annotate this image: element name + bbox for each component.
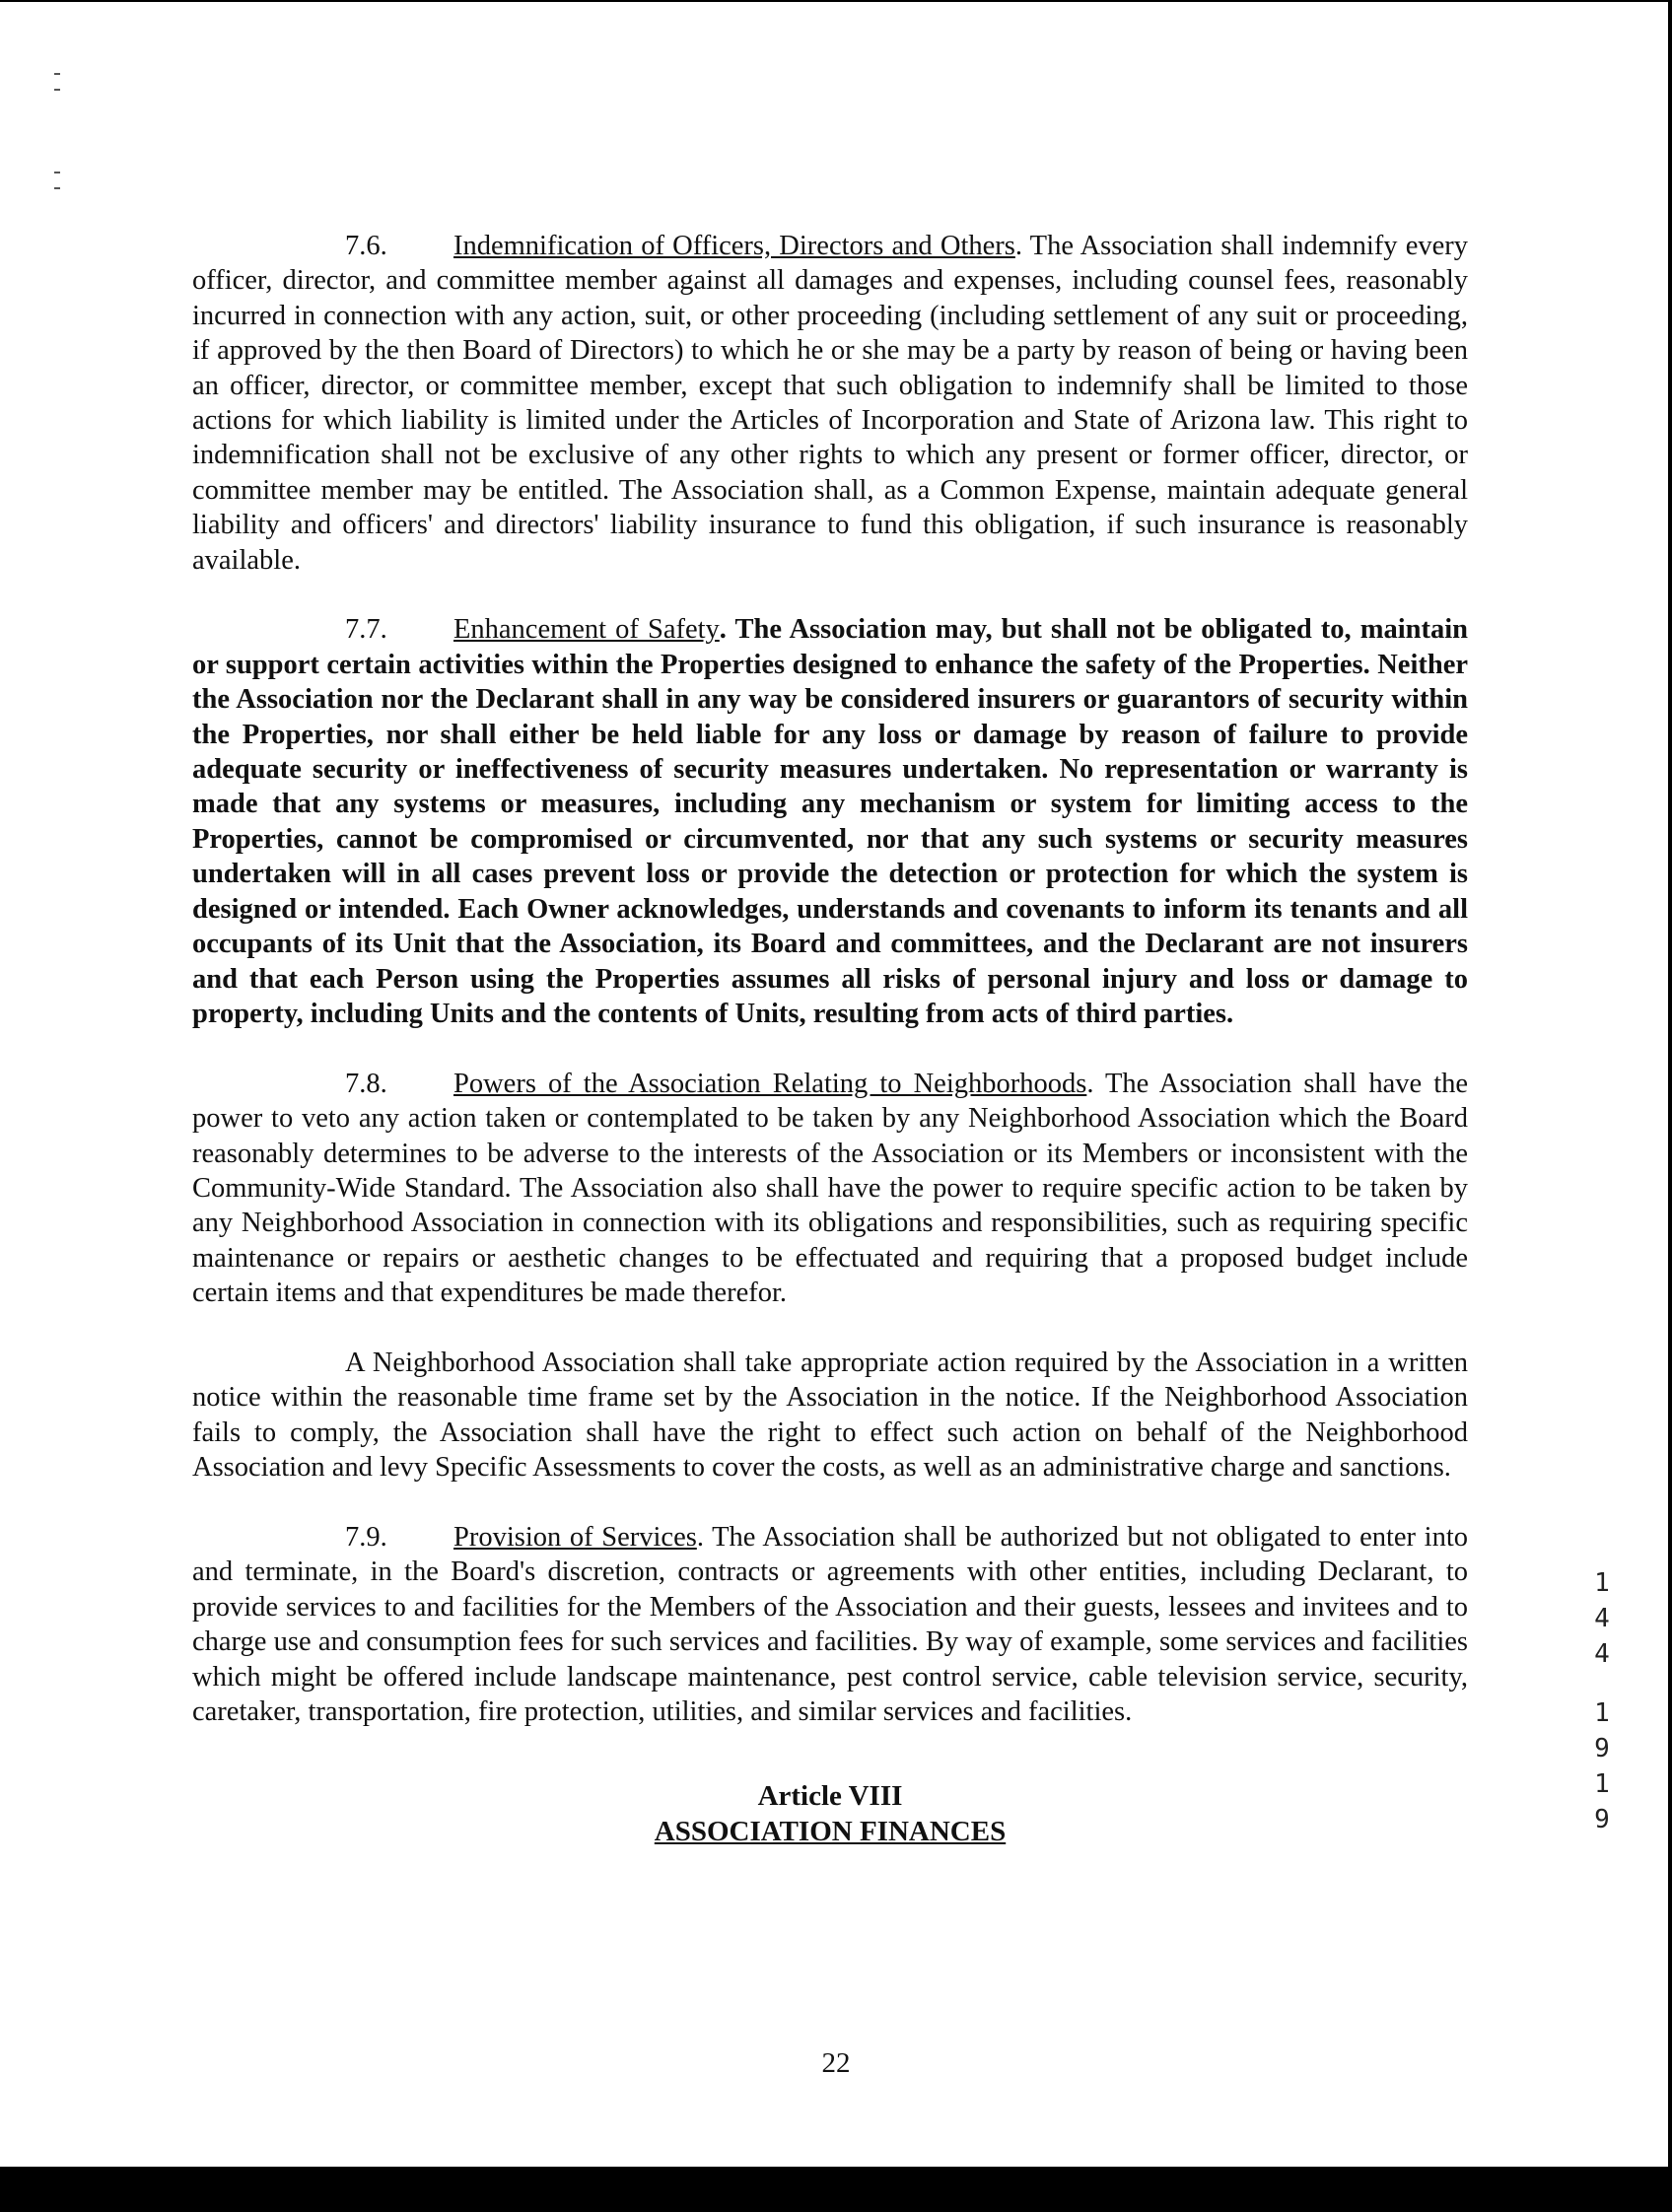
section-number: 7.8. (345, 1068, 387, 1099)
neighborhood-paragraph (192, 1346, 1468, 1486)
section-text: . The Association may, but shall not be obligated to, maintain or support certain activities within the Properties designed to enhance the safety of the Properties. Neither the Association nor the Declarant shall in any way be considered insurers or guarantors of security within the Properties, nor shall either be held liable for any loss or damage by reason of failure to provide adequate security or ineffectiveness of security measures undertaken. No representation or warranty is made that any systems or measures, including any mechanism or system for limiting access to the Properties, cannot be compromised or circumvented, nor that any such systems or security measures undertaken will in all cases prevent loss or provide the detection or protection for which the system is designed or intended. Each Owner acknowledges, understands and covenants to inform its tenants and all occupants of its Unit that the Association, its Board and committees, and the Declarant are not insurers and that each Person using the Properties assumes all risks of personal injury and loss or damage to property, including Units and the contents of Units, resulting from acts of third parties. (192, 614, 1468, 1029)
section-number: 7.7. (345, 614, 387, 646)
scan-speck (54, 73, 60, 75)
section-7-7 (192, 612, 1468, 1031)
section-heading: Indemnification of Officers, Directors and Others (453, 231, 1015, 261)
scan-speck (54, 89, 60, 91)
stamp-digit: 1 (1594, 1568, 1610, 1598)
section-text: . The Association shall indemnify every officer, director, and committee member against all damages and expenses, including counsel fees, reasonably incurred in connection with any action, suit, or other proceeding (including settlement of any suit or proceeding, if approved by the then Board of Directors) to which he or she may be a party by reason of being or having been an officer, director, or committee member, except that such obligation to indemnify shall be limited to those actions for which liability is limited under the Articles of Incorporation and State of Arizona law. This right to indemnification shall not be exclusive of any other rights to which any present or former officer, director, or committee member may be entitled. The Association shall, as a Common Expense, maintain adequate general liability and officers' and directors' liability insurance to fund this obligation, if such insurance is reasonably available. (192, 231, 1468, 576)
article-heading (192, 1778, 1468, 1849)
recording-stamp (1589, 1565, 1615, 1837)
section-number: 7.6. (345, 231, 387, 261)
section-number: 7.9. (345, 1521, 387, 1553)
scan-bottom-border (0, 2167, 1672, 2212)
section-heading: Enhancement of Safety (453, 614, 720, 646)
page-number: 22 (821, 2047, 851, 2079)
section-heading: Powers of the Association Relating to Neighborhoods (453, 1068, 1087, 1099)
stamp-digit: 4 (1594, 1604, 1610, 1633)
stamp-digit: 4 (1594, 1639, 1610, 1669)
stamp-digit: 9 (1594, 1805, 1610, 1834)
section-7-6 (192, 229, 1468, 578)
article-title: ASSOCIATION FINANCES (654, 1816, 1007, 1848)
paragraph-text: A Neighborhood Association shall take appropriate action required by the Association in a written notice within the reasonable time frame set by the Association in the notice. If the Neighborhood Association fails to comply, the Association shall have the right to effect such action on behalf of the Neighborhood Association and levy Specific Assessments to cover the costs, as well as an administrative charge and sanctions. (192, 1347, 1468, 1484)
section-text: . The Association shall have the power to veto any action taken or contemplated to be taken by any Neighborhood Association which the Board reasonably determines to be adverse to the interests of the Association or its Members or inconsistent with the Community-Wide Standard. The Association also shall have the power to require specific action to be taken by any Neighborhood Association in connection with its obligations and responsibilities, such as requiring specific maintenance or repairs or aesthetic changes to be effectuated and requiring that a proposed budget include certain items and that expenditures be made therefor. (192, 1068, 1469, 1309)
stamp-digit: 1 (1594, 1769, 1610, 1799)
section-7-8 (192, 1067, 1468, 1311)
stamp-digit: 1 (1594, 1698, 1610, 1728)
article-label: Article VIII (757, 1780, 903, 1813)
section-text: . The Association shall be authorized but not obligated to enter into and terminate, in the Board's discretion, contracts or agreements with other entities, including Declarant, to provide services to and facilities for the Members of the Association and their guests, lessees and invitees and to charge use and consumption fees for such services and facilities. By way of example, some services and facilities which might be offered include landscape maintenance, pest control service, cable television service, security, caretaker, transportation, fire protection, utilities, and similar services and facilities. (192, 1521, 1468, 1727)
scan-speck (54, 172, 60, 173)
document-body (192, 229, 1468, 1849)
stamp-digit: 9 (1594, 1734, 1610, 1763)
section-7-9 (192, 1520, 1468, 1729)
section-heading: Provision of Services (453, 1521, 697, 1553)
scan-speck (54, 187, 60, 189)
